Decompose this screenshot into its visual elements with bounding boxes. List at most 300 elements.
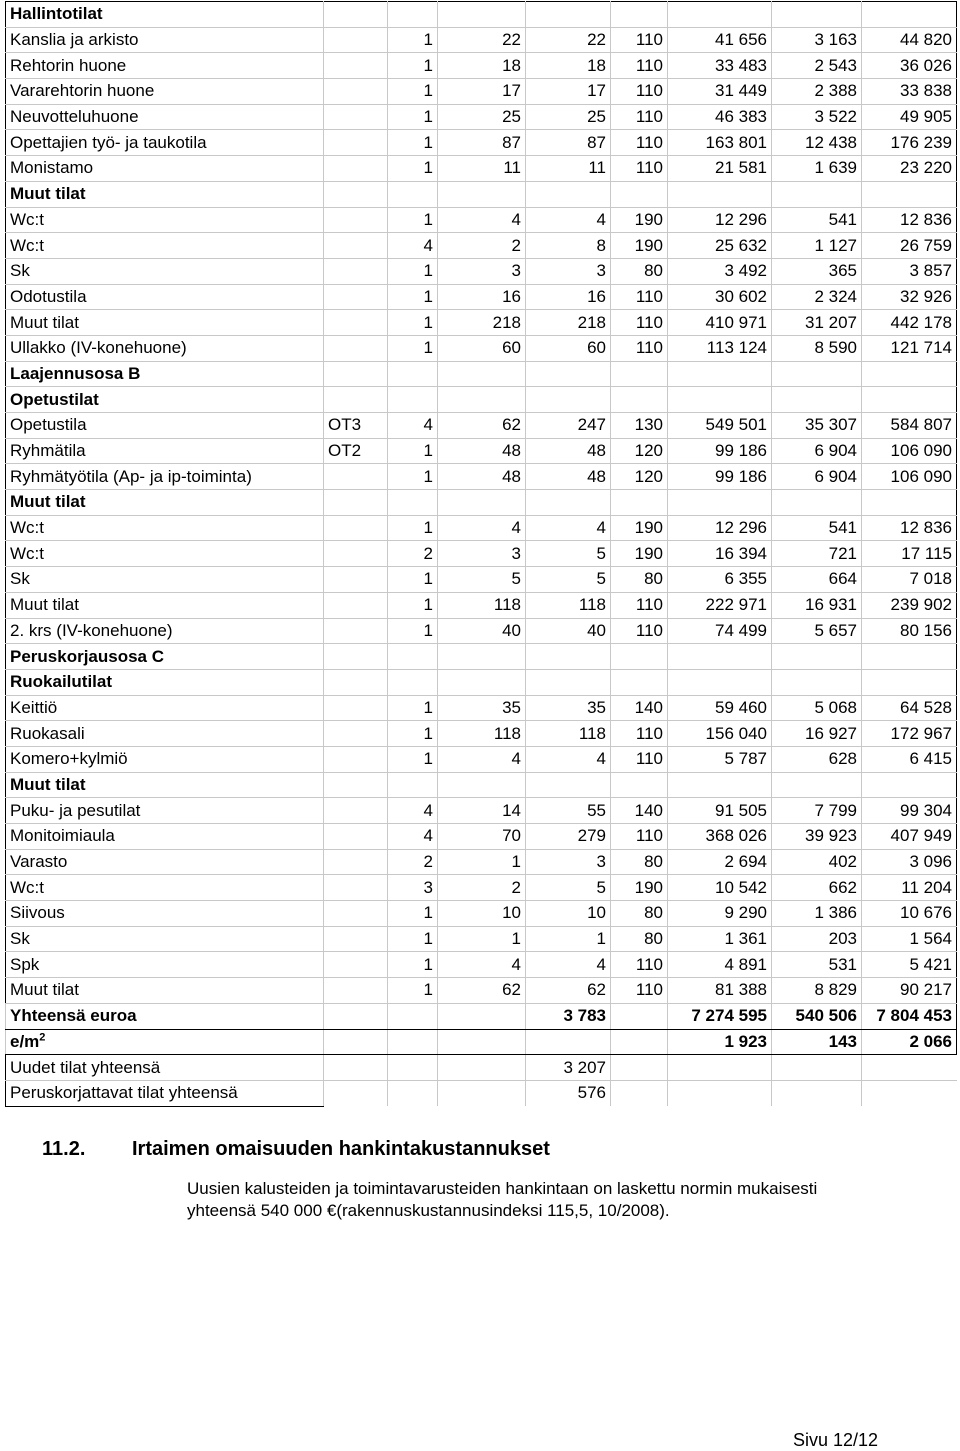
- row-label: [6, 978, 324, 1004]
- cell-value: 4: [423, 826, 433, 846]
- table-cell: [388, 310, 438, 336]
- cell-value: 110: [635, 55, 663, 75]
- table-cell: [438, 721, 526, 747]
- table-cell: [772, 361, 862, 387]
- cell-value: 118: [493, 595, 521, 615]
- table-cell: [388, 1003, 438, 1029]
- table-cell: [526, 490, 611, 516]
- cell-value: 549 501: [705, 415, 767, 435]
- cell-value: 1: [423, 903, 433, 923]
- table-cell: [611, 515, 668, 541]
- row-label-text: Wc:t: [10, 235, 44, 255]
- table-row: [6, 875, 957, 901]
- cell-value: 8 829: [814, 980, 857, 1000]
- table-cell: [438, 1080, 526, 1106]
- table-cell: [324, 978, 388, 1004]
- table-cell: [862, 567, 957, 593]
- cell-value: 1: [423, 209, 433, 229]
- table-row: [6, 567, 957, 593]
- row-label-text: Muut tilat: [10, 595, 79, 615]
- cell-value: 4: [511, 209, 521, 229]
- table-cell: [388, 130, 438, 156]
- table-cell: [862, 644, 957, 670]
- table-cell: [772, 2, 862, 28]
- cell-value: 120: [634, 441, 663, 461]
- table-cell: [668, 258, 772, 284]
- row-label-text: Yhteensä euroa: [10, 1006, 137, 1026]
- section-row: [6, 669, 957, 695]
- table-row: [6, 721, 957, 747]
- table-cell: [438, 258, 526, 284]
- cell-value: 279: [577, 826, 606, 846]
- table-cell: [862, 618, 957, 644]
- cell-value: 1 639: [814, 158, 857, 178]
- cell-value: 7 274 595: [691, 1006, 767, 1026]
- cell-value: 120: [634, 466, 663, 486]
- table-cell: [772, 695, 862, 721]
- cell-value: 16 394: [715, 543, 767, 563]
- row-label-text: Ryhmätyötila (Ap- ja ip-toiminta): [10, 466, 252, 486]
- cell-value: 8: [596, 235, 606, 255]
- table-cell: [526, 849, 611, 875]
- cell-value: 118: [493, 723, 521, 743]
- table-cell: [526, 387, 611, 413]
- cell-value: 99 186: [715, 466, 767, 486]
- table-cell: [526, 130, 611, 156]
- row-label: [6, 618, 324, 644]
- table-cell: [388, 695, 438, 721]
- table-cell: [772, 567, 862, 593]
- section-row: [6, 181, 957, 207]
- table-cell: [611, 79, 668, 105]
- table-cell: [324, 181, 388, 207]
- cell-value: 190: [634, 209, 663, 229]
- row-label-text: Komero+kylmiö: [10, 749, 128, 769]
- cell-value: 662: [828, 877, 857, 897]
- table-cell: [668, 2, 772, 28]
- table-cell: [526, 669, 611, 695]
- table-cell: [438, 592, 526, 618]
- table-cell: [668, 618, 772, 644]
- table-row: [6, 207, 957, 233]
- table-cell: [324, 53, 388, 79]
- cell-value: 5 068: [814, 697, 857, 717]
- table-cell: [668, 901, 772, 927]
- row-label: [6, 27, 324, 53]
- cell-value: 113 124: [706, 338, 767, 358]
- table-cell: [388, 284, 438, 310]
- table-cell: [526, 464, 611, 490]
- row-label: [6, 798, 324, 824]
- cell-value: OT2: [328, 441, 362, 461]
- row-label-text: Opetustila: [10, 415, 87, 435]
- table-cell: [772, 310, 862, 336]
- section-row: [6, 644, 957, 670]
- row-label: [6, 79, 324, 105]
- cell-value: 90 217: [900, 980, 952, 1000]
- table-cell: [668, 952, 772, 978]
- table-cell: [668, 53, 772, 79]
- cell-value: 2: [511, 235, 521, 255]
- row-label-text: Spk: [10, 954, 40, 974]
- table-cell: [438, 490, 526, 516]
- table-cell: [668, 464, 772, 490]
- cell-value: 239 902: [890, 595, 952, 615]
- cell-value: 3: [423, 877, 433, 897]
- table-cell: [388, 849, 438, 875]
- cell-value: 1: [423, 107, 433, 127]
- cell-value: 4: [511, 518, 521, 538]
- table-cell: [611, 258, 668, 284]
- row-label: [6, 849, 324, 875]
- cell-value: 1 564: [909, 929, 952, 949]
- table-cell: [862, 79, 957, 105]
- table-cell: [772, 824, 862, 850]
- superscript: 2: [39, 1031, 46, 1044]
- row-label-text: Muut tilat: [10, 312, 79, 332]
- row-label-text: Puku- ja pesutilat: [10, 800, 141, 820]
- table-cell: [324, 464, 388, 490]
- row-label-text: Neuvotteluhuone: [10, 107, 139, 127]
- cell-value: 2 388: [814, 81, 857, 101]
- row-label-text: Wc:t: [10, 543, 44, 563]
- cell-value: 664: [828, 569, 857, 589]
- row-label: [6, 515, 324, 541]
- table-cell: [772, 618, 862, 644]
- cell-value: 1: [423, 261, 433, 281]
- cell-value: 531: [828, 954, 857, 974]
- table-cell: [526, 53, 611, 79]
- row-label: [6, 1003, 324, 1029]
- table-cell: [438, 413, 526, 439]
- table-cell: [772, 849, 862, 875]
- table-cell: [668, 284, 772, 310]
- cell-value: 11 204: [901, 877, 952, 897]
- row-label: [6, 207, 324, 233]
- cell-value: 21 581: [715, 158, 767, 178]
- total-row: [6, 1029, 957, 1055]
- table-row: [6, 952, 957, 978]
- cell-value: 3 207: [563, 1057, 606, 1077]
- table-cell: [324, 1029, 388, 1055]
- cell-value: 721: [828, 543, 857, 563]
- cell-value: 1: [423, 441, 433, 461]
- cell-value: 99 304: [900, 800, 952, 820]
- table-cell: [526, 592, 611, 618]
- table-cell: [611, 541, 668, 567]
- cell-value: 3 492: [724, 261, 767, 281]
- table-cell: [862, 2, 957, 28]
- table-cell: [862, 233, 957, 259]
- table-cell: [438, 207, 526, 233]
- cell-value: 60: [587, 338, 606, 358]
- table-cell: [668, 310, 772, 336]
- table-row: [6, 53, 957, 79]
- cell-value: 25 632: [715, 235, 767, 255]
- table-cell: [438, 387, 526, 413]
- cell-value: 7 018: [909, 569, 952, 589]
- row-label: [6, 233, 324, 259]
- table-row: [6, 438, 957, 464]
- cell-value: 17: [587, 81, 606, 101]
- row-label-text: Siivous: [10, 903, 65, 923]
- table-cell: [388, 926, 438, 952]
- cell-value: 1: [423, 55, 433, 75]
- table-cell: [388, 669, 438, 695]
- cell-value: 540 506: [795, 1006, 857, 1026]
- table-cell: [668, 104, 772, 130]
- table-cell: [772, 1003, 862, 1029]
- cell-value: 48: [587, 466, 606, 486]
- row-label-text: Keittiö: [10, 697, 58, 717]
- row-label-text: Wc:t: [10, 518, 44, 538]
- cell-value: 1: [511, 852, 521, 872]
- cell-value: 110: [635, 312, 663, 332]
- cell-value: 59 460: [715, 697, 767, 717]
- cell-value: 3 163: [814, 30, 857, 50]
- row-label: [6, 901, 324, 927]
- table-row: [6, 592, 957, 618]
- cell-value: 110: [635, 81, 663, 101]
- row-label-text: Uudet tilat yhteensä: [10, 1057, 161, 1077]
- table-cell: [438, 464, 526, 490]
- cell-value: 584 807: [890, 415, 952, 435]
- table-cell: [772, 258, 862, 284]
- row-label-text: Varasto: [10, 852, 68, 872]
- cell-value: 2 543: [814, 55, 857, 75]
- table-cell: [324, 335, 388, 361]
- cell-value: 5 787: [724, 749, 767, 769]
- table-cell: [611, 849, 668, 875]
- table-cell: [324, 2, 388, 28]
- table-cell: [862, 669, 957, 695]
- table-cell: [324, 361, 388, 387]
- table-cell: [772, 1055, 862, 1081]
- table-row: [6, 1055, 957, 1081]
- table-cell: [668, 592, 772, 618]
- table-cell: [862, 413, 957, 439]
- cell-value: 2 694: [724, 852, 767, 872]
- table-cell: [611, 233, 668, 259]
- table-cell: [862, 926, 957, 952]
- table-row: [6, 233, 957, 259]
- section-label: Muut tilat: [6, 772, 324, 798]
- table-cell: [862, 130, 957, 156]
- table-cell: [772, 875, 862, 901]
- table-cell: [862, 901, 957, 927]
- cell-value: 48: [502, 466, 521, 486]
- row-label: [6, 1080, 324, 1106]
- cell-value: 12 296: [715, 518, 767, 538]
- table-cell: [611, 464, 668, 490]
- table-cell: [324, 310, 388, 336]
- cell-value: 40: [502, 620, 521, 640]
- cell-value: 11: [503, 158, 521, 178]
- table-cell: [438, 669, 526, 695]
- table-cell: [772, 952, 862, 978]
- table-cell: [668, 772, 772, 798]
- row-label: [6, 952, 324, 978]
- table-body: [6, 2, 957, 1107]
- cell-value: 55: [587, 800, 606, 820]
- table-cell: [438, 515, 526, 541]
- table-cell: [772, 387, 862, 413]
- cell-value: 87: [587, 132, 606, 152]
- table-cell: [438, 438, 526, 464]
- table-cell: [526, 875, 611, 901]
- cell-value: 14: [502, 800, 521, 820]
- table-cell: [668, 926, 772, 952]
- table-row: [6, 798, 957, 824]
- table-cell: [862, 1003, 957, 1029]
- section-row: [6, 387, 957, 413]
- table-cell: [526, 926, 611, 952]
- table-cell: [324, 1055, 388, 1081]
- table-cell: [324, 669, 388, 695]
- table-row: [6, 824, 957, 850]
- table-cell: [388, 233, 438, 259]
- cell-value: 442 178: [890, 312, 952, 332]
- section-label: Hallintotilat: [6, 2, 324, 28]
- table-cell: [772, 978, 862, 1004]
- table-cell: [526, 695, 611, 721]
- table-cell: [324, 27, 388, 53]
- section-number: 11.2.: [42, 1138, 86, 1160]
- table-cell: [526, 978, 611, 1004]
- cell-value: 2: [423, 543, 433, 563]
- cell-value: 87: [502, 132, 521, 152]
- row-label-text: Odotustila: [10, 286, 87, 306]
- cell-value: 80: [644, 852, 663, 872]
- table-cell: [388, 952, 438, 978]
- table-cell: [668, 978, 772, 1004]
- cell-value: 172 967: [890, 723, 952, 743]
- cell-value: 46 383: [715, 107, 767, 127]
- table-cell: [862, 104, 957, 130]
- table-cell: [862, 824, 957, 850]
- table-cell: [668, 1003, 772, 1029]
- cell-value: 4: [596, 209, 606, 229]
- table-cell: [772, 27, 862, 53]
- table-cell: [862, 438, 957, 464]
- row-label-text: Ryhmätila: [10, 441, 86, 461]
- table-cell: [388, 1029, 438, 1055]
- table-cell: [772, 1029, 862, 1055]
- cell-value: 33 838: [900, 81, 952, 101]
- cell-value: 12 438: [805, 132, 857, 152]
- cell-value: 1: [423, 132, 433, 152]
- row-label-text: Opettajien työ- ja taukotila: [10, 132, 207, 152]
- table-cell: [324, 926, 388, 952]
- cell-value: 4: [423, 800, 433, 820]
- row-label: [6, 464, 324, 490]
- cell-value: 1 361: [724, 929, 767, 949]
- cell-value: 6 904: [814, 466, 857, 486]
- table-cell: [388, 27, 438, 53]
- table-cell: [772, 901, 862, 927]
- table-cell: [611, 772, 668, 798]
- row-label-text: e/m: [10, 1031, 40, 1051]
- row-label: [6, 438, 324, 464]
- table-cell: [611, 130, 668, 156]
- row-label: [6, 130, 324, 156]
- cell-value: 16 927: [805, 723, 857, 743]
- table-cell: [772, 207, 862, 233]
- table-cell: [388, 541, 438, 567]
- table-cell: [438, 926, 526, 952]
- table-cell: [611, 926, 668, 952]
- cell-value: 110: [635, 107, 663, 127]
- table-row: [6, 130, 957, 156]
- cell-value: 4 891: [724, 954, 767, 974]
- table-cell: [324, 490, 388, 516]
- cell-value: 3: [511, 543, 521, 563]
- cell-value: 190: [634, 518, 663, 538]
- table-cell: [438, 541, 526, 567]
- table-cell: [438, 2, 526, 28]
- table-cell: [324, 515, 388, 541]
- row-label: [6, 310, 324, 336]
- cell-value: 4: [511, 749, 521, 769]
- cell-value: 5 657: [814, 620, 857, 640]
- cell-value: 10: [587, 903, 606, 923]
- table-cell: [388, 361, 438, 387]
- table-cell: [438, 181, 526, 207]
- table-cell: [611, 567, 668, 593]
- table-cell: [324, 567, 388, 593]
- table-cell: [668, 515, 772, 541]
- row-label-text: Ullakko (IV-konehuone): [10, 338, 187, 358]
- cell-value: 1: [423, 595, 433, 615]
- table-cell: [772, 233, 862, 259]
- table-cell: [526, 824, 611, 850]
- cell-value: 17: [502, 81, 521, 101]
- table-row: [6, 926, 957, 952]
- row-label-text: Rehtorin huone: [10, 55, 127, 75]
- table-cell: [611, 2, 668, 28]
- cell-value: 1: [423, 569, 433, 589]
- row-label: [6, 1055, 324, 1081]
- table-cell: [668, 669, 772, 695]
- cell-value: 12 836: [900, 209, 952, 229]
- table-cell: [862, 772, 957, 798]
- cell-value: 1: [423, 749, 433, 769]
- cell-value: 26 759: [900, 235, 952, 255]
- table-cell: [772, 644, 862, 670]
- table-cell: [862, 978, 957, 1004]
- table-cell: [324, 824, 388, 850]
- section-row: [6, 2, 957, 28]
- cell-value: 16: [502, 286, 521, 306]
- cell-value: 31 207: [805, 312, 857, 332]
- table-cell: [438, 310, 526, 336]
- table-cell: [611, 695, 668, 721]
- row-label-text: Peruskorjattavat tilat yhteensä: [10, 1083, 238, 1103]
- table-row: [6, 746, 957, 772]
- cell-value: 218: [492, 312, 521, 332]
- cell-value: 5: [596, 877, 606, 897]
- table-cell: [438, 104, 526, 130]
- table-cell: [324, 79, 388, 105]
- table-cell: [388, 1080, 438, 1106]
- table-cell: [388, 79, 438, 105]
- cell-value: 80: [644, 903, 663, 923]
- table-cell: [611, 798, 668, 824]
- table-cell: [772, 721, 862, 747]
- table-cell: [324, 798, 388, 824]
- table-row: [6, 849, 957, 875]
- cell-value: 70: [502, 826, 521, 846]
